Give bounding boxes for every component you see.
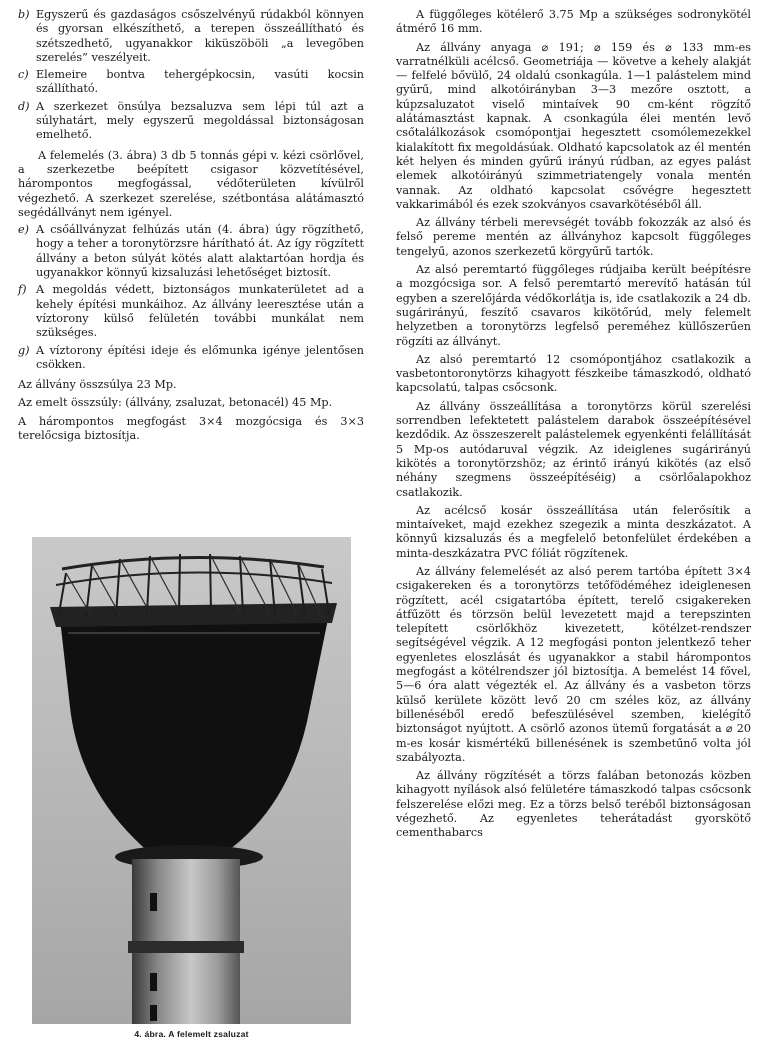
- lifted-weight: Az emelt összsúly: (állvány, zsaluzat, betonacél) 45 Mp.: [18, 396, 333, 410]
- list-label: g): [18, 343, 30, 357]
- list-text: A szerkezet önsúlya bezsaluzva sem lépi túl azt a súlyhatárt, mely egyszerű megoldással biztonságosan emelhető.: [36, 99, 364, 142]
- list-item-c: [18, 68, 364, 97]
- paragraph: Az állvány felemelését az alsó perem tartóba épített 3×4 csigakereken és a toronytörzs tetőfödéméhez ideiglenesen rögzített, acél csigatartóba épített, terelő csigakereken átfűzött és törzsön belül levezetett majd a terepszinten telepített csörlőkhöz kivezetett, kötélzet-rendszer segítségével végzik. A 12 megfogási ponton jelentkező teher egyenletes eloszlását és ugyanakkor a stabil hárompontos megfogást a kötélrendszer jól biztosítja. A bemelést 14 fővel, 5—6 óra alatt végezték el. Az állvány és a vasbeton törzs külső kerülete között levő 20 cm széles köz, az állvány billenéséből eredő befeszülésével szemben, kielégítő biztonságot nyújtott. A csörlő azonos ütemű forgatását a ⌀ 20 m-es kosár kismértékű billenésének is szembetűnő volta jól szabályozta.: [396, 564, 751, 764]
- list-item-d: [18, 100, 364, 143]
- lifting-paragraph: A felemelés (3. ábra) 3 db 5 tonnás gépi v. kézi csörlővel, a szerkezetbe beépített csigasor közvetítésével, hárompontos megfogással, védőterületen kívülről végezhető. A szerkezet szerelése, szétbontása alátámasztó segédállványt nem igényel.: [18, 148, 364, 219]
- list-item-b: [18, 8, 364, 65]
- list-label: e): [18, 223, 29, 237]
- list-label: f): [18, 283, 27, 297]
- formwork-photo: [32, 537, 351, 1024]
- left-column: [18, 8, 364, 443]
- list-text: A megoldás védett, biztonságos munkaterületet ad a kehely építési munkáihoz. Az állvány leeresztése után a víztorony külső felületén további munkálat nem szükséges.: [36, 283, 364, 340]
- paragraph: Az állvány anyaga ⌀ 191; ⌀ 159 és ⌀ 133 mm-es varratnélküli acélcső. Geometriája — követve a kehely alakját — felfelé bővülő, 24 oldalú csonkagúla. 1—1 palástelem mind gyűrű, mind alkotóirányban 3—3 mezőre osztott, a kúpzsaluzatot viselő mintaívek 90 cm-ként rögzítő alátámasztást kapnak. A csonkagúla élei mentén levő csőtalálkozások csomópontjai hegesztett csomólemezekkel kialakított fix megoldásúak. Oldható kapcsolatok az él mentén két helyen és minden gyűrű irányú rúdban, az egyes palást elemek alkotóirányú szimmetriatengely vonala mentén vannak. Az oldható kapcsolat csővégre hegesztett vakkarimából és ezek szokványos csavarkötéséből áll.: [396, 40, 751, 211]
- paragraph: Az alsó peremtartó függőleges rúdjaiba került beépítésre a mozgócsiga sor. A felső peremtartó merevítő hatásán túl egyben a szerelőjárda védőkorlátja is, ide csatlakozik a 24 db. sugárirányú, feszítő csavaros kikötőrúd, mely felemelt helyzetben a toronytörzs legfelső pereméhez küllőszerűen rögzíti az állványt.: [396, 263, 751, 348]
- list-item-g: [18, 344, 364, 373]
- grip-text: A hárompontos megfogást 3×4 mozgócsiga és 3×3 terelőcsiga biztosítja.: [18, 414, 364, 443]
- paragraph: Az állvány térbeli merevségét tovább fokozzák az alsó és felső pereme mentén az állványhoz kapcsolt függőleges tengelyű, azonos szerkezetű körgyűrű tartók.: [396, 216, 751, 258]
- total-weight: Az állvány összsúlya 23 Mp.: [18, 378, 177, 392]
- paragraph: Az alsó peremtartó 12 csomópontjához csatlakozik a vasbetontoronytörzs kihagyott fészkeibe támaszkodó, oldható kapcsolatú, talpas csőcsonk.: [396, 352, 751, 395]
- list-label: c): [18, 68, 29, 82]
- list-text: Egyszerű és gazdaságos csőszelvényű rúdakból könnyen és gyorsan elkészíthető, a terepen összeállítható és szétszedhető, ugyanakkor kiküszöböli „a levegőben szerelés” veszélyeit.: [36, 8, 364, 64]
- list-text: A csőállványzat felhúzás után (4. ábra) úgy rögzíthető, hogy a teher a toronytörzsre hárítható át. Az így rögzített állvány a beton súlyát kötés alatt alaktartóan hordja és ugyanakkor könnyű kizsaluzási lehetőséget biztosít.: [36, 223, 364, 280]
- right-column: [396, 8, 751, 841]
- list-text: Elemeire bontva tehergépkocsin, vasúti kocsin szállítható.: [36, 68, 364, 96]
- list-label: d): [18, 99, 30, 113]
- paragraph: Az állvány összeállítása a toronytörzs körül szerelési sorrendben lefektetett palástelem darabok összeépítésével kezdődik. Az összeszerelt palástelemek egyenkénti felállítását 5 Mp-os autódaruval végzik. Az ideiglenes sugárirányú kikötés a toronytörzshöz; az érintő irányú kikötés (az első néhány szegmens összeépítéséig) a csörlőalapokhoz csatlakozik.: [396, 399, 751, 499]
- list-text: A víztorony építési ideje és előmunka igénye jelentősen csökken.: [36, 343, 364, 371]
- figure-caption: 4. ábra. A felemelt zsaluzat: [134, 1029, 249, 1039]
- paragraph: A függőleges kötélerő 3.75 Mp a szükséges sodronykötél átmérő 16 mm.: [396, 8, 751, 36]
- list-item-f: [18, 283, 364, 340]
- list-label: b): [18, 8, 30, 21]
- list-item-e: [18, 223, 364, 280]
- paragraph: Az állvány rögzítését a törzs falában betonozás közben kihagyott nyílások alsó felületére támaszkodó talpas csőcsonk felszerelése előzi meg. Ez a törzs belső teréből biztonságosan végezhető. Az egyenletes teherátadást gyorskötő cementhabarcs: [396, 769, 751, 840]
- paragraph: Az acélcső kosár összeállítása után felerősítik a mintaíveket, majd ezekhez szegezik a minta deszkázatot. A könnyű kizsaluzás és a megfelelő betonfelület érdekében a minta-deszkázatra PVC fóliát rögzítenek.: [396, 503, 751, 560]
